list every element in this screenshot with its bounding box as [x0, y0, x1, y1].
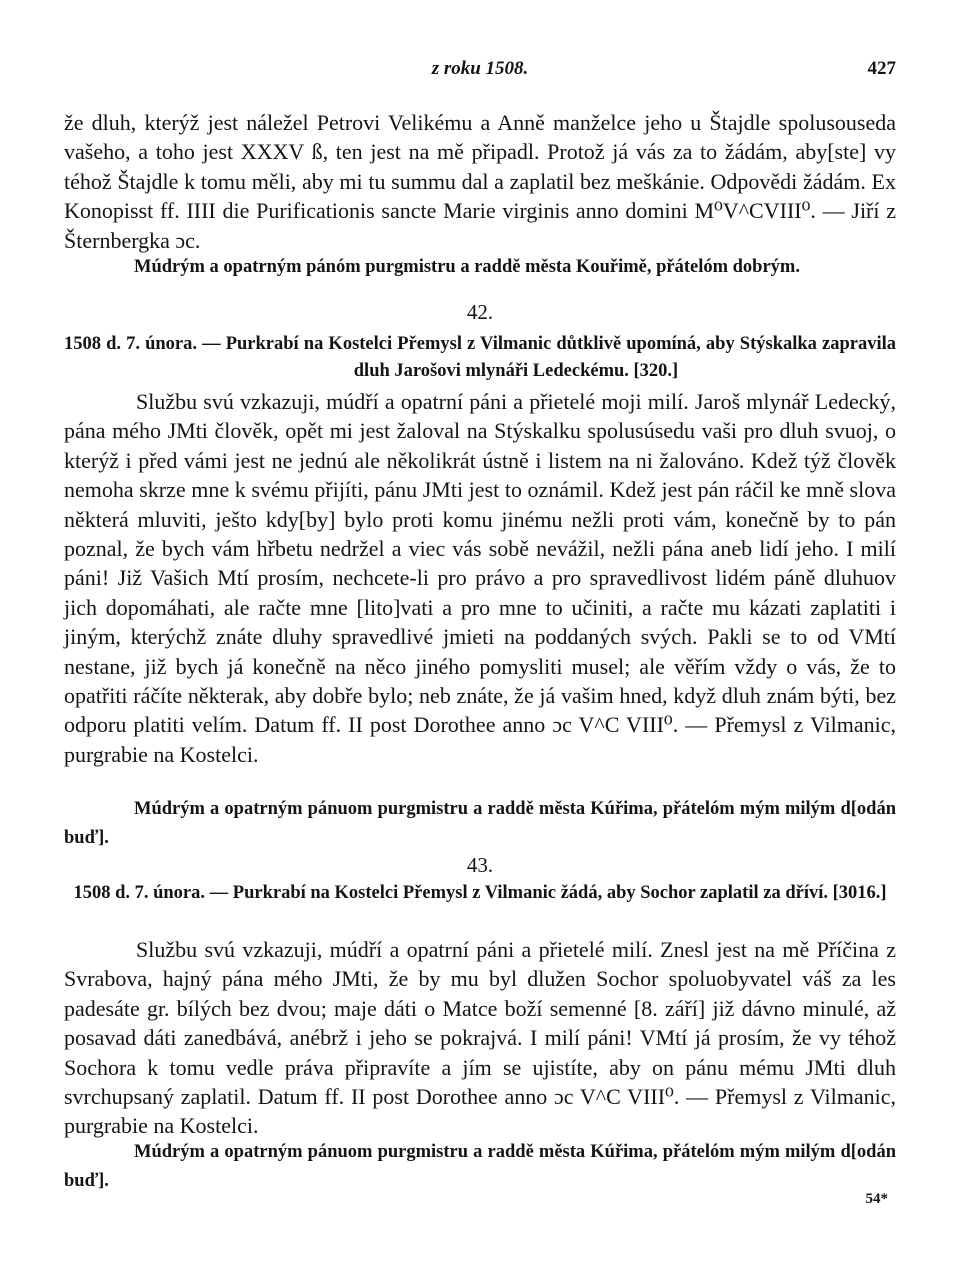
document-43-address: Múdrým a opatrným pánuom purgmistru a raddě města Kúřima, přátelóm mým milým d[odán buď].	[64, 1142, 896, 1191]
document-number-43: 43.	[466, 853, 494, 877]
page-header	[64, 58, 896, 86]
continuation-address: Múdrým a opatrným pánóm purgmistru a raddě města Kouřimě, přátelóm dobrým.	[134, 257, 800, 277]
document-43-regest: 1508 d. 7. února. — Purkrabí na Kostelci Přemysl z Vilmanic žádá, aby Sochor zaplatil za dříví. [3016.]	[73, 883, 887, 903]
signature-mark: 54*	[865, 1191, 888, 1207]
document-42-text: Službu svú vzkazuji, múdří a opatrní páni a přietelé moji milí. Jaroš mlynář Ledecký, pána mého JMti člověk, opět mi jest žaloval na Stýskalku spolusúsedu vaši pro dluh svuoj, o kterýž i před vámi jest ne jednú ale několikrát ústně i listem na ni žalováno. Kdež týž člověk nemoha skrze mne k svému přijíti, pánu JMti jest to oznámil. Kdež jest pán ráčil ke mně slova některá mluviti, ješto kdy[by] bylo proti komu jinému nežli proti vám, konečně by to pán poznal, že bych vám hřbetu nedržel a viec vás sobě nevážil, nežli pána aneb lidí jeho. I milí páni! Již Vašich Mtí prosím, nechcete-li pro právo a pro spravedlivost lidém páně dluhuov jich dopomáhati, ale račte mne [lito]vati a pro mne to učiniti, a račte mu kázati zaplatiti i jiným, kterýchž znáte dluhy spravedlivé jmieti na poddaných svých. Pakli se to od VMtí nestane, již bych já konečně na něco jiného pomysliti musel; ale věřím vždy o vás, že to opatřiti ráčíte některak, aby dobře bylo; neb znáte, že já vašim hned, když dluh znám býti, bez odporu platiti velím. Datum ff. II post Dorothee anno ɔc V^C VIII⁰. — Přemysl z Vilmanic, purgrabie na Kostelci.	[64, 389, 896, 767]
document-number-42: 42.	[466, 300, 494, 324]
document-43-text: Službu svú vzkazuji, múdří a opatrní páni a přietelé milí. Znesl jest na mě Příčina z Svrabova, hajný pána mého JMti, že by mu byl dlužen Sochor spoluobyvatel váš za les padesáte gr. bílých bez dvou; maje dáti o Matce boží semenné [8. září] již dávno minulé, až posavad dáti zanedbává, anébrž i jeho se pokrajvá. I milí páni! VMtí já prosím, že vy téhož Sochora k tomu vedle práva připravíte a jím se ujistíte, aby on pánu mému JMti dluh svrchupsaný zaplatil. Datum ff. II post Dorothee anno ɔc V^C VIII⁰. — Přemysl z Vilmanic, purgrabie na Kostelci.	[64, 937, 896, 1139]
continuation-text: že dluh, kterýž jest náležel Petrovi Velikému a Anně manželce jeho u Štajdle spolusouseda vašeho, a toho jest XXXV ß, ten jest na mě připadl. Protož já vás za to žádám, aby[ste] vy téhož Štajdle k tomu měli, aby mi tu summu dal a zaplatil bez meškánie. Odpovědi žádám. Ex Konopisst ff. IIII die Purificationis sancte Marie virginis anno domini M⁰V^CVIII⁰. — Jiří z Šternbergka ɔc.	[64, 110, 896, 253]
running-head: z roku 1508.	[431, 58, 529, 79]
page-number: 427	[867, 58, 896, 79]
document-42-address: Múdrým a opatrným pánuom purgmistru a raddě města Kúřima, přátelóm mým milým d[odán buď].	[64, 799, 896, 848]
document-42-regest: 1508 d. 7. února. — Purkrabí na Kostelci Přemysl z Vilmanic důtklivě upomíná, aby Stýskalka zapravila dluh Jarošovi mlynáři Ledeckému. [320.]	[64, 334, 896, 381]
